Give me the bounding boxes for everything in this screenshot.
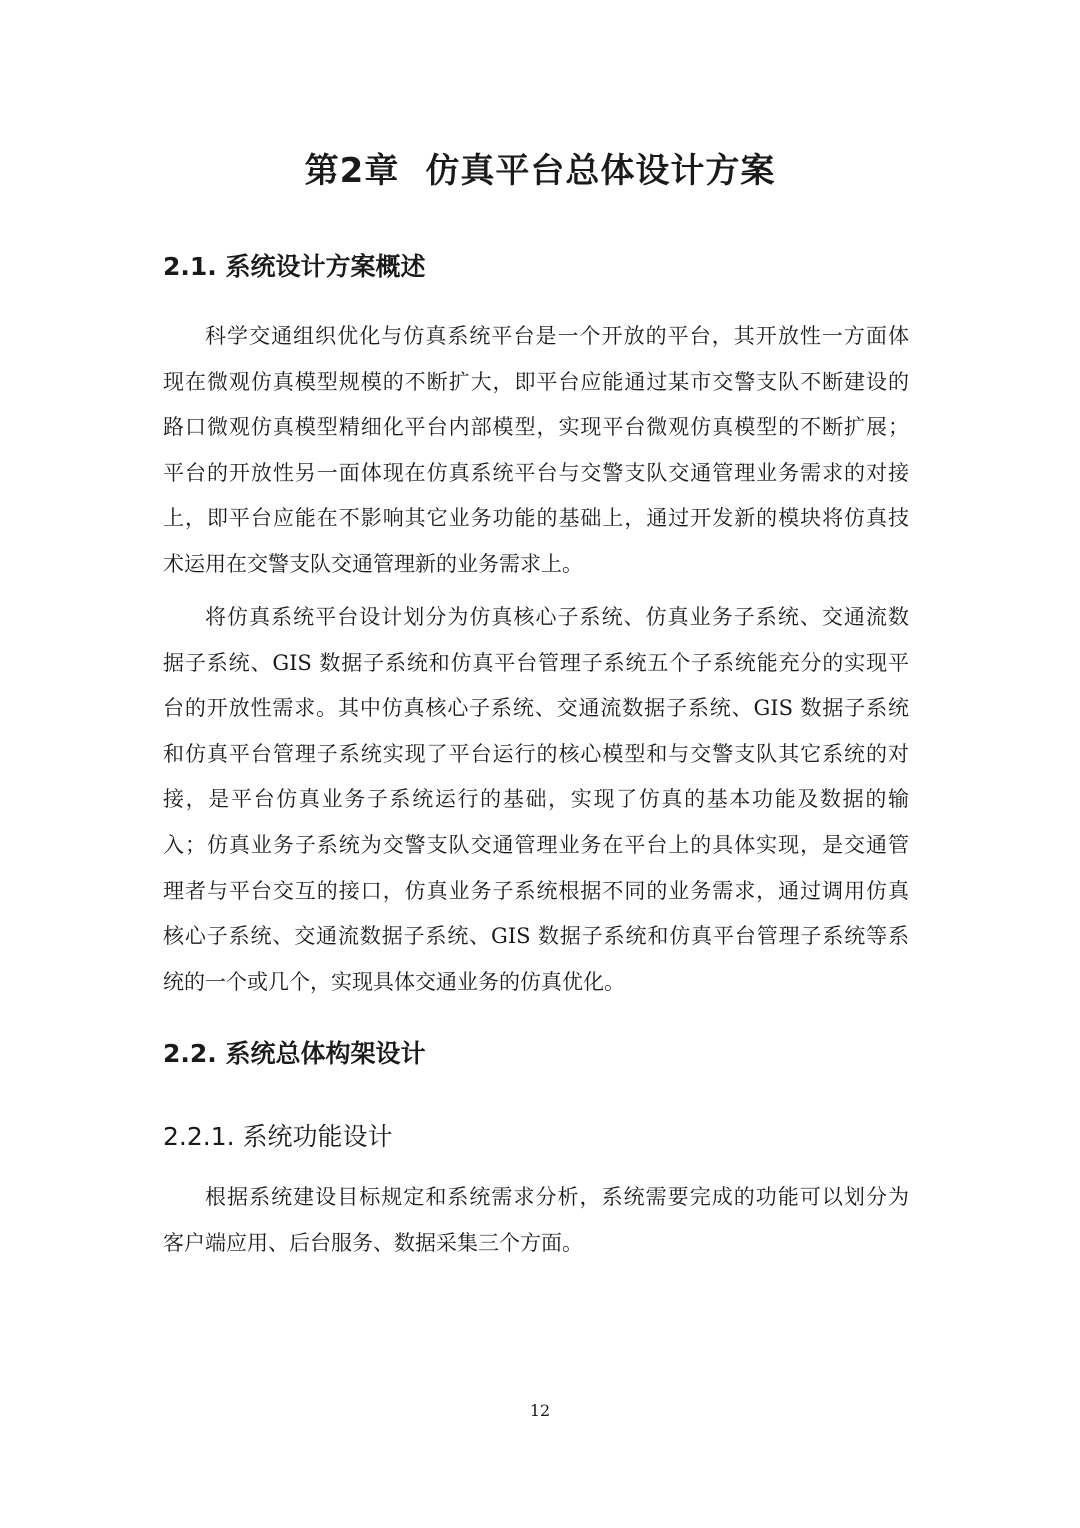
text-line: 台的开放性需求。其中仿真核心子系统、交通流数据子系统、GIS 数据子系统 [163, 696, 909, 721]
section-heading-2-2-1: 2.2.1. 系统功能设计 [163, 1122, 393, 1151]
text-line: 核心子系统、交通流数据子系统、GIS 数据子系统和仿真平台管理子系统等系 [163, 924, 909, 949]
text-line: 术运用在交警支队交通管理新的业务需求上。 [163, 551, 583, 576]
section-heading-2-1: 2.1. 系统设计方案概述 [163, 252, 426, 281]
section-heading-2-2: 2.2. 系统总体构架设计 [163, 1039, 426, 1068]
paragraph-2-1-b [163, 595, 909, 1005]
text-line: 客户端应用、后台服务、数据采集三个方面。 [163, 1230, 583, 1255]
text-line: 路口微观仿真模型精细化平台内部模型，实现平台微观仿真模型的不断扩展； [163, 415, 909, 440]
chapter-title [0, 143, 1080, 192]
paragraph-2-2-1 [163, 1175, 909, 1266]
text-line: 现在微观仿真模型规模的不断扩大，即平台应能通过某市交警支队不断建设的 [163, 369, 909, 394]
text-line: 接，是平台仿真业务子系统运行的基础，实现了仿真的基本功能及数据的输 [163, 787, 909, 812]
page-number: 12 [529, 1401, 551, 1420]
text-line: 上，即平台应能在不影响其它业务功能的基础上，通过开发新的模块将仿真技 [163, 506, 909, 531]
text-line: 科学交通组织优化与仿真系统平台是一个开放的平台，其开放性一方面体 [205, 324, 909, 348]
text-line: 理者与平台交互的接口，仿真业务子系统根据不同的业务需求，通过调用仿真 [163, 878, 909, 903]
text-line: 和仿真平台管理子系统实现了平台运行的核心模型和与交警支队其它系统的对 [163, 741, 909, 766]
text-line: 将仿真系统平台设计划分为仿真核心子系统、仿真业务子系统、交通流数 [205, 605, 909, 629]
text-line: 根据系统建设目标规定和系统需求分析，系统需要完成的功能可以划分为 [205, 1185, 909, 1209]
chapter-title-text: 仿真平台总体设计方案 [425, 151, 776, 191]
paragraph-2-1-a [163, 314, 909, 588]
chapter-number: 第2章 [304, 151, 400, 191]
text-line: 入；仿真业务子系统为交警支队交通管理业务在平台上的具体实现，是交通管 [163, 832, 909, 857]
text-line: 据子系统、GIS 数据子系统和仿真平台管理子系统五个子系统能充分的实现平 [163, 650, 909, 675]
text-line: 统的一个或几个，实现具体交通业务的仿真优化。 [163, 969, 625, 994]
text-line: 平台的开放性另一面体现在仿真系统平台与交警支队交通管理业务需求的对接 [163, 460, 909, 485]
